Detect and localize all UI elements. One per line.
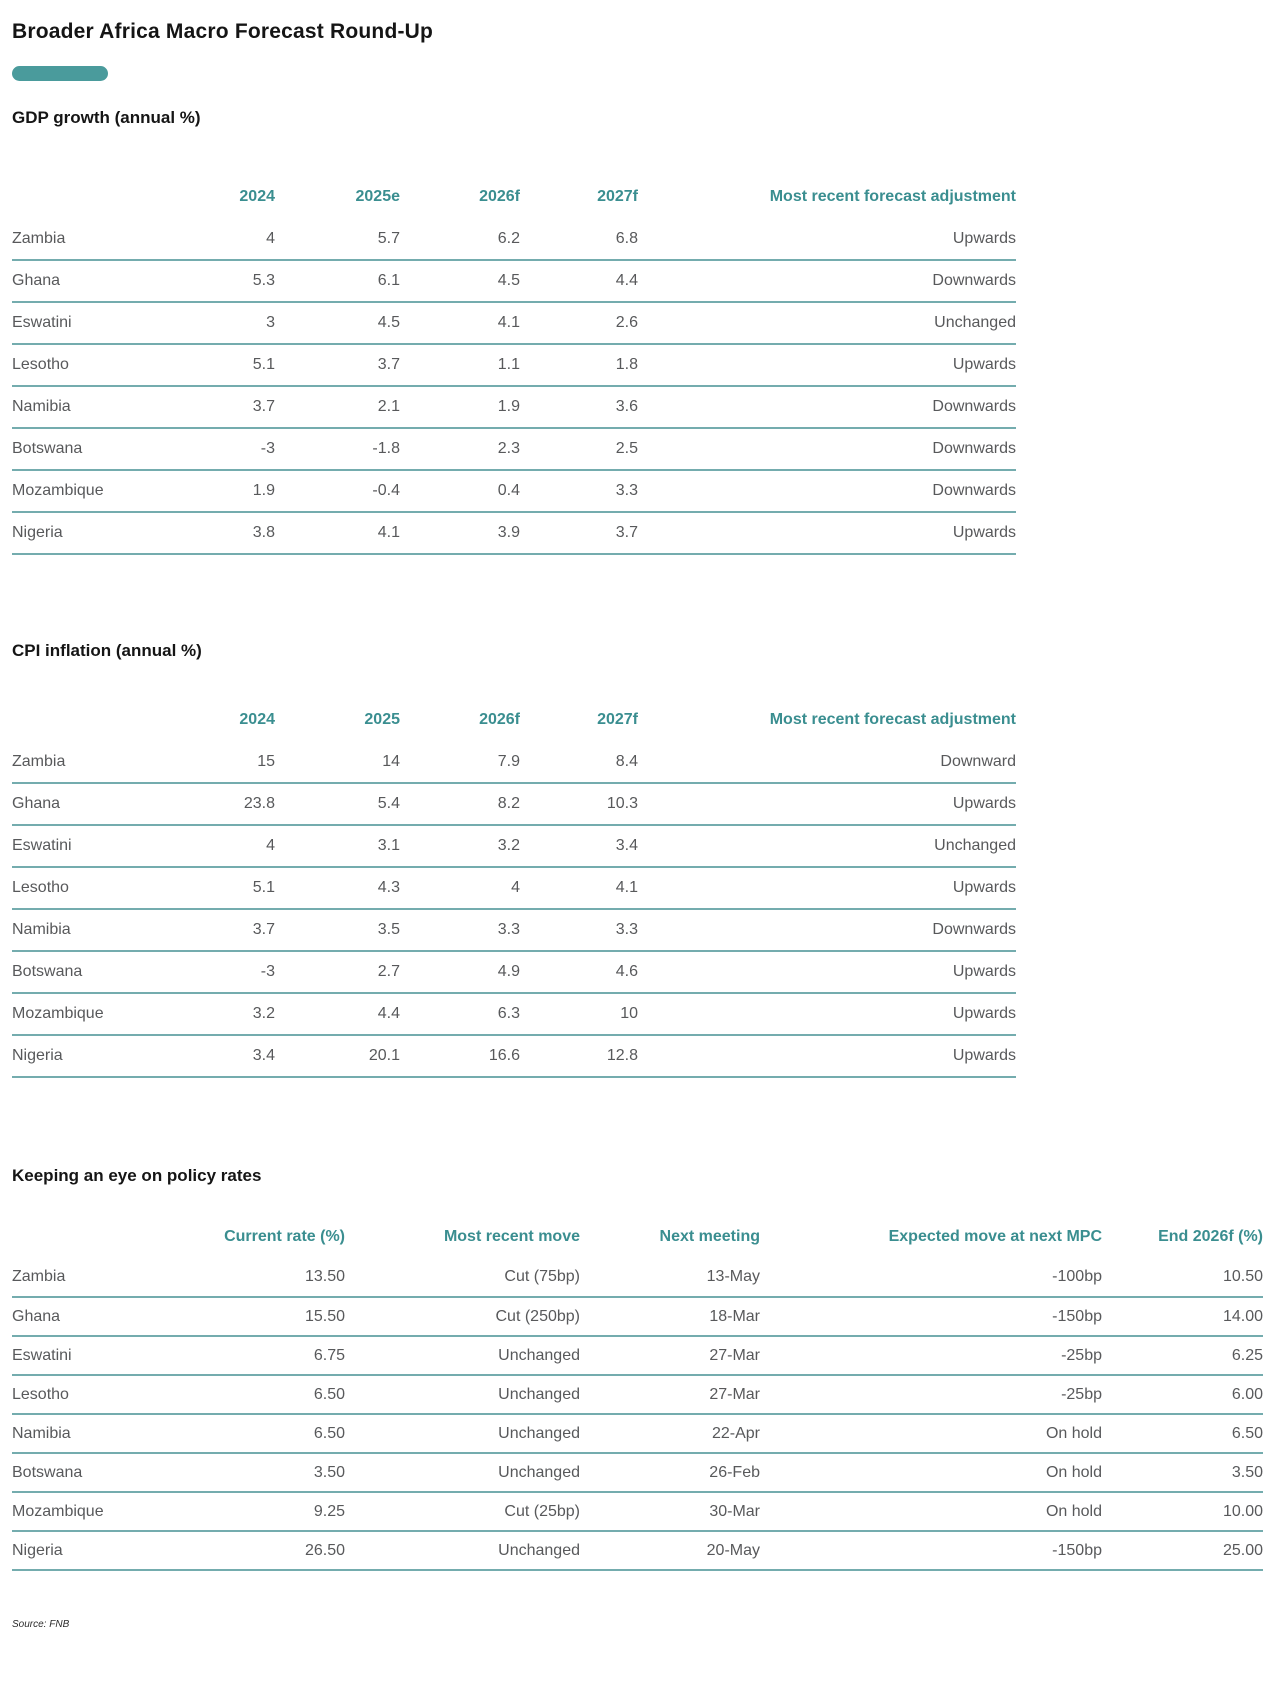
value-cell: 6.50: [1231, 1424, 1263, 1442]
value-cell: 6.8: [615, 229, 638, 247]
table-row: [12, 512, 1016, 554]
section-heading-gdp: GDP growth (annual %): [12, 108, 201, 128]
country-cell: Eswatini: [12, 1346, 72, 1364]
value-cell: 1.1: [497, 356, 520, 374]
value-cell: 5.3: [252, 272, 275, 290]
value-cell: 3.50: [1231, 1463, 1263, 1481]
value-cell: 2.3: [497, 440, 520, 458]
value-cell: Downwards: [932, 440, 1016, 458]
table-row: [12, 1453, 1263, 1492]
value-cell: 4.3: [377, 879, 400, 897]
value-cell: -3: [260, 963, 275, 981]
page-title: Broader Africa Macro Forecast Round-Up: [12, 20, 434, 43]
policy-rates-table: [12, 1216, 1263, 1571]
column-header: Most recent forecast adjustment: [769, 188, 1016, 206]
country-cell: Nigeria: [12, 1047, 63, 1065]
column-header: 2024: [239, 188, 275, 206]
value-cell: 3.6: [615, 398, 638, 416]
country-column-header: [12, 176, 172, 218]
value-cell: 10.50: [1222, 1268, 1263, 1286]
value-cell: 13-May: [706, 1268, 760, 1286]
value-cell: 3.8: [252, 524, 275, 542]
value-cell: 0.4: [497, 482, 520, 500]
value-cell: 1.8: [615, 356, 638, 374]
value-cell: Cut (25bp): [504, 1502, 580, 1520]
value-cell: 15: [257, 752, 275, 770]
table-row: [12, 302, 1016, 344]
value-cell: 6.50: [313, 1385, 345, 1403]
value-cell: -100bp: [1052, 1268, 1102, 1286]
value-cell: Upwards: [952, 795, 1016, 813]
value-cell: Downwards: [932, 272, 1016, 290]
value-cell: Upwards: [952, 879, 1016, 897]
column-header: Next meeting: [659, 1228, 760, 1246]
value-cell: On hold: [1045, 1424, 1102, 1442]
value-cell: 3.2: [497, 837, 520, 855]
value-cell: 26.50: [304, 1541, 345, 1559]
value-cell: 4.5: [497, 272, 520, 290]
value-cell: Upwards: [952, 356, 1016, 374]
value-cell: 7.9: [497, 752, 520, 770]
country-cell: Lesotho: [12, 356, 69, 374]
value-cell: 6.25: [1231, 1346, 1263, 1364]
value-cell: Unchanged: [498, 1541, 580, 1559]
value-cell: 3.3: [615, 482, 638, 500]
country-cell: Namibia: [12, 398, 71, 416]
value-cell: 3.9: [497, 524, 520, 542]
country-cell: Mozambique: [12, 482, 104, 500]
accent-bar: [12, 66, 108, 81]
value-cell: 3.7: [377, 356, 400, 374]
country-cell: Namibia: [12, 921, 71, 939]
cpi-table: [12, 699, 1016, 1078]
table-row: [12, 1035, 1016, 1077]
value-cell: 20.1: [368, 1047, 400, 1065]
value-cell: Downwards: [932, 482, 1016, 500]
value-cell: 8.2: [497, 795, 520, 813]
value-cell: 15.50: [304, 1307, 345, 1325]
value-cell: -0.4: [372, 482, 400, 500]
value-cell: 3: [266, 314, 275, 332]
value-cell: 6.50: [313, 1424, 345, 1442]
value-cell: 22-Apr: [711, 1424, 760, 1442]
country-column-header: [12, 1216, 172, 1258]
value-cell: Unchanged: [934, 314, 1016, 332]
value-cell: 18-Mar: [709, 1307, 760, 1325]
table-row: [12, 1531, 1263, 1570]
value-cell: 4.4: [377, 1005, 400, 1023]
value-cell: 14.00: [1222, 1307, 1263, 1325]
value-cell: 2.1: [377, 398, 400, 416]
value-cell: Unchanged: [498, 1463, 580, 1481]
table-row: [12, 1258, 1263, 1297]
table-row: [12, 909, 1016, 951]
value-cell: 3.2: [252, 1005, 275, 1023]
section-policy-rates: [12, 1166, 1268, 1571]
table-row: [12, 993, 1016, 1035]
table-row: [12, 1297, 1263, 1336]
value-cell: 4.4: [615, 272, 638, 290]
value-cell: 4.1: [497, 314, 520, 332]
value-cell: Upwards: [952, 963, 1016, 981]
value-cell: 25.00: [1222, 1541, 1263, 1559]
table-row: [12, 1336, 1263, 1375]
value-cell: 3.7: [615, 524, 638, 542]
country-column-header: [12, 699, 172, 741]
column-header: 2026f: [479, 711, 520, 729]
value-cell: Downwards: [932, 921, 1016, 939]
value-cell: 4.1: [377, 524, 400, 542]
section-cpi: [12, 641, 1268, 1078]
value-cell: 3.5: [377, 921, 400, 939]
country-cell: Ghana: [12, 272, 61, 290]
column-header: Most recent move: [443, 1228, 580, 1246]
value-cell: 3.1: [377, 837, 400, 855]
country-cell: Mozambique: [12, 1005, 104, 1023]
value-cell: 6.2: [497, 229, 520, 247]
value-cell: 3.7: [252, 398, 275, 416]
value-cell: -150bp: [1052, 1307, 1102, 1325]
value-cell: Unchanged: [498, 1424, 580, 1442]
table-row: [12, 741, 1016, 783]
value-cell: -25bp: [1061, 1385, 1102, 1403]
table-row: [12, 867, 1016, 909]
column-header: 2027f: [597, 711, 638, 729]
value-cell: 2.7: [377, 963, 400, 981]
value-cell: -1.8: [372, 440, 400, 458]
value-cell: 2.6: [615, 314, 638, 332]
value-cell: 12.8: [606, 1047, 638, 1065]
value-cell: 5.1: [252, 879, 275, 897]
value-cell: 6.75: [313, 1346, 345, 1364]
table-row: [12, 825, 1016, 867]
column-header: 2026f: [479, 188, 520, 206]
value-cell: 5.1: [252, 356, 275, 374]
value-cell: On hold: [1045, 1463, 1102, 1481]
column-header: Expected move at next MPC: [888, 1228, 1102, 1246]
value-cell: Unchanged: [934, 837, 1016, 855]
column-header: 2024: [239, 711, 275, 729]
value-cell: Downward: [940, 752, 1016, 770]
country-cell: Mozambique: [12, 1502, 104, 1520]
value-cell: 30-Mar: [709, 1502, 760, 1520]
country-cell: Eswatini: [12, 314, 72, 332]
value-cell: 4.1: [615, 879, 638, 897]
country-cell: Namibia: [12, 1424, 71, 1442]
section-heading-cpi: CPI inflation (annual %): [12, 641, 202, 661]
table-row: [12, 1492, 1263, 1531]
column-header: 2025e: [355, 188, 400, 206]
value-cell: 3.4: [615, 837, 638, 855]
table-row: [12, 428, 1016, 470]
column-header: End 2026f (%): [1158, 1228, 1263, 1246]
header-row: [12, 176, 1016, 218]
value-cell: 1.9: [252, 482, 275, 500]
table-row: [12, 951, 1016, 993]
column-header: Most recent forecast adjustment: [769, 711, 1016, 729]
value-cell: 16.6: [488, 1047, 520, 1065]
value-cell: 5.7: [377, 229, 400, 247]
value-cell: On hold: [1045, 1502, 1102, 1520]
value-cell: 6.00: [1231, 1385, 1263, 1403]
table-row: [12, 783, 1016, 825]
country-cell: Nigeria: [12, 524, 63, 542]
value-cell: 4: [266, 229, 275, 247]
value-cell: 4: [266, 837, 275, 855]
country-cell: Zambia: [12, 229, 66, 247]
value-cell: 14: [382, 752, 400, 770]
value-cell: 5.4: [377, 795, 400, 813]
value-cell: Upwards: [952, 1005, 1016, 1023]
source-note: Source: FNB: [12, 1619, 70, 1631]
value-cell: 2.5: [615, 440, 638, 458]
value-cell: Cut (250bp): [495, 1307, 580, 1325]
section-heading-policy-rates: Keeping an eye on policy rates: [12, 1166, 262, 1186]
value-cell: 1.9: [497, 398, 520, 416]
value-cell: 9.25: [313, 1502, 345, 1520]
country-cell: Botswana: [12, 1463, 83, 1481]
country-cell: Botswana: [12, 963, 83, 981]
value-cell: Upwards: [952, 524, 1016, 542]
table-row: [12, 470, 1016, 512]
value-cell: 4.5: [377, 314, 400, 332]
country-cell: Ghana: [12, 1307, 61, 1325]
value-cell: 3.4: [252, 1047, 275, 1065]
value-cell: 4.9: [497, 963, 520, 981]
country-cell: Botswana: [12, 440, 83, 458]
table-row: [12, 344, 1016, 386]
column-header: 2027f: [597, 188, 638, 206]
value-cell: 3.7: [252, 921, 275, 939]
value-cell: Upwards: [952, 1047, 1016, 1065]
value-cell: 3.3: [615, 921, 638, 939]
country-cell: Zambia: [12, 1268, 66, 1286]
section-gdp: [12, 108, 1268, 555]
table-row: [12, 1375, 1263, 1414]
header-row: [12, 699, 1016, 741]
value-cell: Unchanged: [498, 1385, 580, 1403]
table-row: [12, 260, 1016, 302]
value-cell: Upwards: [952, 229, 1016, 247]
country-cell: Nigeria: [12, 1541, 63, 1559]
value-cell: 3.3: [497, 921, 520, 939]
country-cell: Lesotho: [12, 879, 69, 897]
value-cell: 4.6: [615, 963, 638, 981]
value-cell: 4: [511, 879, 520, 897]
value-cell: 13.50: [304, 1268, 345, 1286]
report-page: [0, 20, 1280, 1670]
value-cell: Downwards: [932, 398, 1016, 416]
column-header: Current rate (%): [224, 1228, 345, 1246]
value-cell: Unchanged: [498, 1346, 580, 1364]
value-cell: 6.1: [377, 272, 400, 290]
value-cell: -3: [260, 440, 275, 458]
value-cell: 10.3: [606, 795, 638, 813]
value-cell: Cut (75bp): [504, 1268, 580, 1286]
header-row: [12, 1216, 1263, 1258]
country-cell: Lesotho: [12, 1385, 69, 1403]
table-row: [12, 1414, 1263, 1453]
value-cell: 10: [620, 1005, 638, 1023]
value-cell: 20-May: [706, 1541, 760, 1559]
table-row: [12, 386, 1016, 428]
value-cell: -25bp: [1061, 1346, 1102, 1364]
value-cell: 26-Feb: [709, 1463, 760, 1481]
country-cell: Eswatini: [12, 837, 72, 855]
table-row: [12, 218, 1016, 260]
value-cell: -150bp: [1052, 1541, 1102, 1559]
gdp-table: [12, 176, 1016, 555]
value-cell: 27-Mar: [709, 1346, 760, 1364]
value-cell: 23.8: [243, 795, 275, 813]
value-cell: 8.4: [615, 752, 638, 770]
value-cell: 3.50: [313, 1463, 345, 1481]
country-cell: Ghana: [12, 795, 61, 813]
column-header: 2025: [364, 711, 400, 729]
value-cell: 10.00: [1222, 1502, 1263, 1520]
value-cell: 6.3: [497, 1005, 520, 1023]
value-cell: 27-Mar: [709, 1385, 760, 1403]
country-cell: Zambia: [12, 752, 66, 770]
